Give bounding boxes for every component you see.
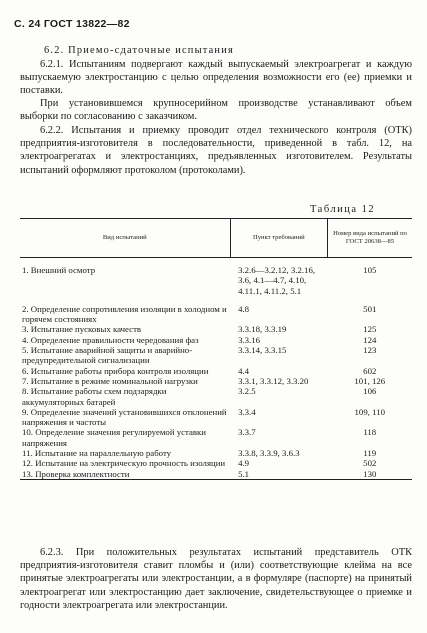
table-row: [20, 345, 412, 366]
test-number-cell: 106: [363, 386, 377, 397]
table-row: [20, 386, 412, 407]
test-number-cell: 123: [363, 345, 377, 356]
clause-cell: 3.2.5: [238, 386, 256, 397]
paragraph-6-2-3: 6.2.3. При положительных результатах испытаний представитель ОТК предприятия-изготовителя ставит пломбы и (или) соответствующие клейма на все принятые электроагрегаты или электростанции, а в формуляре (паспорте) на принятый электроагрегат или электростанцию дает заключение, свидетельствующее о приемке и годности электроагрегата или электростанции.: [20, 547, 412, 611]
page-header: С. 24 ГОСТ 13822—82: [14, 18, 130, 30]
test-name-cell: 11. Испытание на параллельную работу: [22, 448, 172, 459]
paragraph-6-2-1: 6.2.1. Испытаниям подвергают каждый выпускаемый электроагрегат и каждую выпускаемую электростанцию с целью определения возможности его (ее) приемки и поставки.: [20, 59, 412, 97]
table-row: [20, 376, 412, 386]
clause-cell: 3.3.18, 3.3.19: [238, 324, 287, 335]
table-row: [20, 458, 412, 468]
clause-cell: 5.1: [230, 469, 327, 480]
test-name-cell: 7. Испытание в режиме номинальной нагрузки: [22, 375, 198, 386]
test-number-cell: 125: [363, 324, 377, 335]
clause-cell: 4.4: [238, 365, 250, 376]
clause-cell: 3.3.1, 3.3.12, 3.3.20: [238, 375, 309, 386]
test-number-cell: 105: [363, 265, 377, 275]
test-number-cell: 124: [363, 334, 377, 345]
clause-cell: 3.3.4: [238, 406, 256, 417]
table-row: [20, 335, 412, 345]
table-row: [20, 448, 412, 458]
paragraph-6-2-2: 6.2.2. Испытания и приемку проводит отдел технического контроля (ОТК) предприятия-изготовителя в последовательности, приведенной в табл. 12, на электроагрегатах и электростанциях, предъявленных изготовителем. Результаты испытаний оформляют протоколом (протоколами).: [20, 125, 412, 176]
table-row: [20, 427, 412, 448]
test-name-cell: 5. Испытание аварийной защиты и аварийно-предупредительной сигнализации: [22, 345, 193, 366]
test-name-cell: 8. Испытание работы схем подзарядки аккумуляторных батарей: [22, 386, 167, 407]
table-row: [20, 265, 412, 304]
table-row: [20, 304, 412, 325]
paragraph-sample-size: При установившемся крупносерийном производстве устанавливают объем выборки по согласованию с заказчиком.: [20, 98, 412, 123]
table-row: [20, 469, 412, 480]
test-name-cell: 1. Внешний осмотр: [22, 265, 96, 275]
tests-table: [20, 218, 412, 480]
table-row: [20, 324, 412, 334]
test-name-cell: 3. Испытание пусковых качеств: [22, 324, 142, 335]
test-number-cell: 118: [363, 427, 377, 438]
test-number-cell: 602: [363, 365, 377, 376]
test-name-cell: 4. Определение правильности чередования фаз: [22, 334, 199, 345]
table-row: [20, 407, 412, 428]
table-spacer: [20, 258, 412, 266]
col-header-test-type: Вид испытаний: [20, 219, 230, 258]
clause-cell: 3.3.7: [238, 427, 256, 438]
test-number-cell: 109, 110: [354, 406, 385, 417]
test-number-cell: 130: [328, 469, 412, 480]
table-header-row: [20, 219, 412, 258]
table-caption: Таблица 12: [310, 204, 376, 215]
clause-cell: 4.8: [238, 303, 250, 314]
test-name-cell: 9. Определение значений установившихся отклонений напряжения и частоты: [22, 406, 227, 428]
table-row: [20, 366, 412, 376]
clause-cell: 3.2.6—3.2.12, 3.2.16, 3.6, 4.1—4.7, 4.10, 4.11.1, 4.11.2, 5.1: [238, 265, 316, 296]
test-name-cell: 12. Испытание на электрическую прочность изоляции: [22, 458, 226, 469]
test-name-cell: 6. Испытание работы прибора контроля изоляции: [22, 365, 209, 376]
clause-cell: 4.9: [238, 458, 250, 469]
test-number-cell: 101, 126: [354, 375, 386, 386]
test-number-cell: 119: [363, 448, 377, 459]
test-number-cell: 501: [363, 303, 377, 314]
clause-cell: 3.3.8, 3.3.9, 3.6.3: [238, 448, 300, 459]
test-number-cell: 502: [363, 458, 377, 469]
col-header-clause: Пункт требований: [230, 219, 327, 258]
test-name-cell: 13. Проверка комплектности: [20, 469, 230, 480]
clause-cell: 3.3.14, 3.3.15: [238, 345, 287, 356]
section-title: 6.2. Приемо-сдаточные испытания: [44, 45, 234, 56]
clause-cell: 3.3.16: [238, 334, 261, 345]
col-header-test-number: Номер вида испытаний по ГОСТ 20638—85: [328, 219, 412, 258]
test-name-cell: 10. Определение значения регулируемой уставки напряжения: [22, 427, 207, 448]
test-name-cell: 2. Определение сопротивления изоляции в холодном и горячем состояниях: [22, 303, 227, 325]
